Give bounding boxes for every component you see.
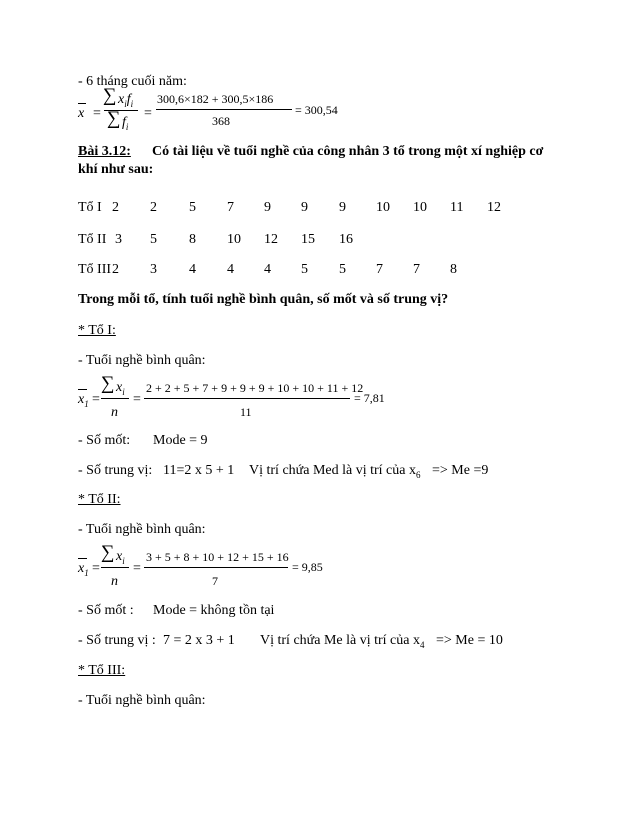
to2-mode-value: Mode = không tồn tại <box>153 603 275 618</box>
to3-heading: * Tổ III: <box>78 663 126 678</box>
exercise-label: Bài 3.12: <box>78 144 131 159</box>
to1-denominator: 11 <box>240 405 252 419</box>
group-value: 5 <box>339 262 346 277</box>
to2-mean-label: - Tuổi nghề bình quân: <box>78 522 206 537</box>
to2-eq: = <box>92 561 100 576</box>
to2-median-result: => Me = 10 <box>436 633 503 648</box>
to1-median-result: => Me =9 <box>432 463 489 478</box>
formula-num-x: $x_if_i$ <box>118 92 134 109</box>
group-value: 4 <box>264 262 271 277</box>
formula-numerator: 300,6×182 + 300,5×186 <box>157 92 274 106</box>
group-value: 8 <box>450 262 457 277</box>
formula-denominator: 368 <box>212 114 230 128</box>
to2-eq2: = <box>133 561 141 576</box>
to1-mean-label: - Tuổi nghề bình quân: <box>78 353 206 368</box>
formula-eq: = <box>93 106 101 121</box>
to1-mode-value: Mode = 9 <box>153 433 208 448</box>
question-text: Trong mỗi tổ, tính tuổi nghề bình quân, số mốt và số trung vị? <box>78 292 449 307</box>
group-value: 16 <box>339 232 353 247</box>
to2-median-label: - Số trung vị : <box>78 633 156 648</box>
group-value: 7 <box>376 262 383 277</box>
formula-den-f: $f_i$ <box>122 115 129 132</box>
to1-median-label: - Số trung vị: <box>78 463 153 478</box>
to2-result: = 9,85 <box>292 560 323 574</box>
to1-den: n <box>111 405 118 420</box>
to2-median-calc: 7 = 2 x 3 + 1 <box>163 633 235 648</box>
to1-median-pos: Vị trí chứa Med là vị trí của $x_6$ <box>249 463 421 480</box>
group-value: 7 <box>413 262 420 277</box>
to2-lhs: $x_1$ <box>78 561 89 578</box>
to1-median-calc: 11=2 x 5 + 1 <box>163 463 235 478</box>
sum-symbol: ∑ <box>101 373 115 394</box>
sum-symbol: ∑ <box>103 85 117 106</box>
to1-eq: = <box>92 392 100 407</box>
group-value: 5 <box>189 200 196 215</box>
to1-mode-label: - Số mốt: <box>78 433 131 448</box>
to3-mean-label: - Tuổi nghề bình quân: <box>78 693 206 708</box>
group-value: 3 <box>150 262 157 277</box>
formula-eq2: = <box>144 106 152 121</box>
group-value: 5 <box>150 232 157 247</box>
group-value: 9 <box>339 200 346 215</box>
to2-num-x: $x_i$ <box>116 549 125 566</box>
to1-result: = 7,81 <box>354 391 385 405</box>
group-value: 7 <box>227 200 234 215</box>
group-value: 2 <box>112 262 119 277</box>
to1-eq2: = <box>133 392 141 407</box>
group-name: Tổ I <box>78 200 102 215</box>
to1-num-x: $x_i$ <box>116 380 125 397</box>
group-name: Tổ III <box>78 262 112 277</box>
to2-den: n <box>111 574 118 589</box>
to2-denominator: 7 <box>212 574 218 588</box>
exercise-title-line2: khí như sau: <box>78 162 154 177</box>
group-value: 10 <box>376 200 390 215</box>
group-value: 10 <box>413 200 427 215</box>
group-value: 11 <box>450 200 464 215</box>
to1-numerator: 2 + 2 + 5 + 7 + 9 + 9 + 9 + 10 + 10 + 11 + 12 <box>146 381 364 395</box>
group-value: 4 <box>227 262 234 277</box>
group-value: 4 <box>189 262 196 277</box>
formula-lhs: x <box>78 106 85 121</box>
formula-result: = 300,54 <box>295 103 338 117</box>
intro-text: - 6 tháng cuối năm: <box>78 74 187 89</box>
group-value: 5 <box>301 262 308 277</box>
group-value: 8 <box>189 232 196 247</box>
group-value: 12 <box>264 232 278 247</box>
to1-lhs: $x_1$ <box>78 392 89 409</box>
group-value: 10 <box>227 232 241 247</box>
group-value: 2 <box>112 200 119 215</box>
group-name: Tổ II <box>78 232 107 247</box>
sum-symbol: ∑ <box>101 542 115 563</box>
group-value: 12 <box>487 200 501 215</box>
group-value: 9 <box>301 200 308 215</box>
sum-symbol: ∑ <box>107 108 121 129</box>
group-value: 2 <box>150 200 157 215</box>
group-value: 15 <box>301 232 315 247</box>
exercise-title: Có tài liệu về tuổi nghề của công nhân 3 tổ trong một xí nghiệp cơ <box>152 144 544 159</box>
to2-numerator: 3 + 5 + 8 + 10 + 12 + 15 + 16 <box>146 550 289 564</box>
group-value: 3 <box>115 232 122 247</box>
to2-heading: * Tổ II: <box>78 492 121 507</box>
to2-median-pos: Vị trí chứa Me là vị trí của $x_4$ <box>260 633 425 650</box>
to1-heading: * Tổ I: <box>78 323 116 338</box>
to2-mode-label: - Số mốt : <box>78 603 134 618</box>
group-value: 9 <box>264 200 271 215</box>
